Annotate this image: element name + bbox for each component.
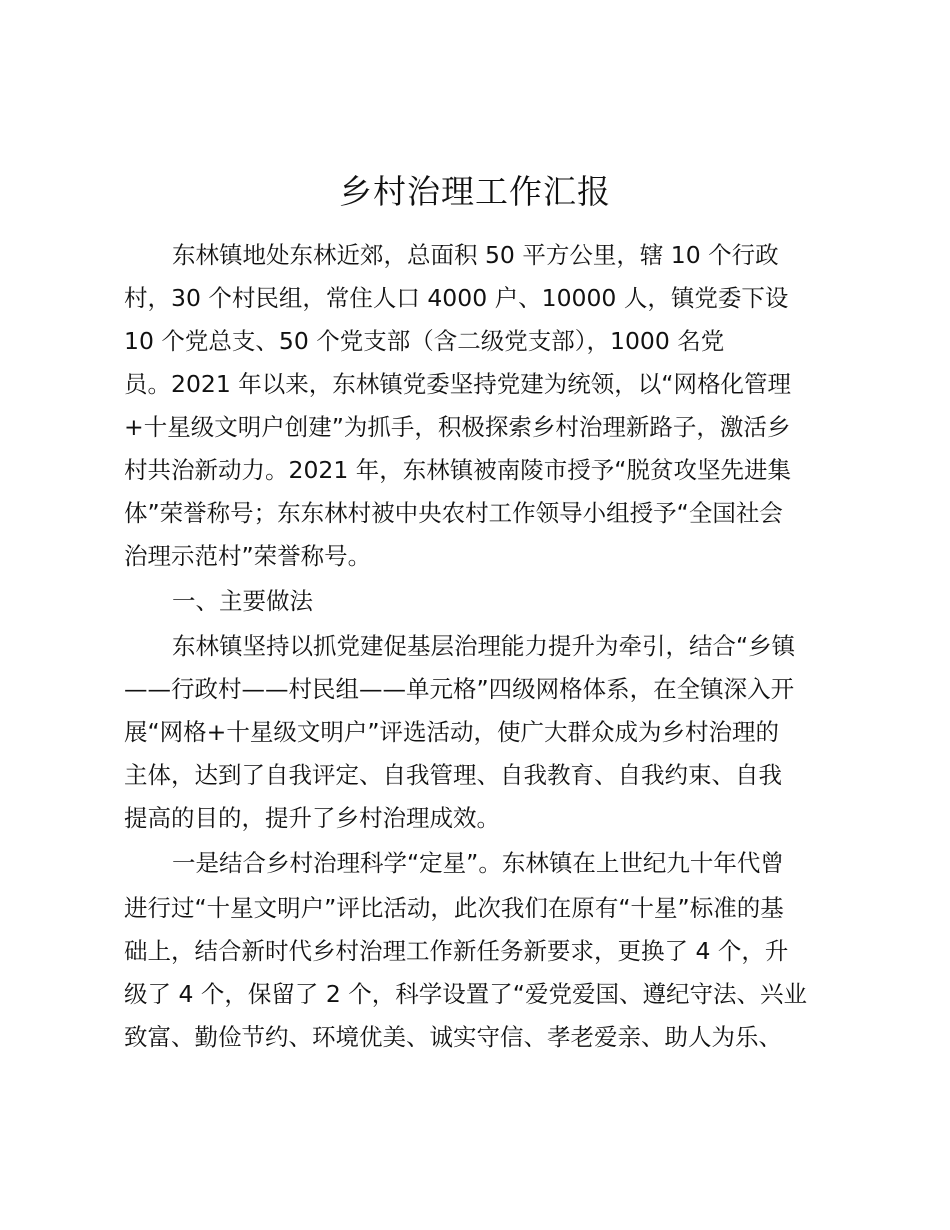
- paragraph-line: 主体，达到了自我评定、自我管理、自我教育、自我约束、自我: [124, 761, 782, 789]
- document-title: 乡村治理工作汇报: [339, 172, 611, 211]
- paragraph-line: ——行政村——村民组——单元格”四级网格体系，在全镇深入开: [124, 675, 795, 703]
- paragraph-line: 东林镇坚持以抓党建促基层治理能力提升为牵引，结合“乡镇: [172, 632, 796, 660]
- paragraph-line: 提高的目的，提升了乡村治理成效。: [124, 804, 500, 832]
- paragraph-line: 10 个党总支、50 个党支部（含二级党支部），1000 名党: [124, 327, 725, 355]
- paragraph-line: 村，30 个村民组，常住人口 4000 户、10000 人，镇党委下设: [124, 284, 789, 312]
- paragraph-line: 进行过“十星文明户”评比活动，此次我们在原有“十星”标准的基: [124, 894, 784, 922]
- paragraph-line: 展“网格+十星级文明户”评选活动，使广大群众成为乡村治理的: [124, 718, 780, 746]
- paragraph-line: 一是结合乡村治理科学“定星”。东林镇在上世纪九十年代曾: [172, 849, 784, 877]
- paragraph-line: 员。2021 年以来，东林镇党委坚持党建为统领，以“网格化管理: [124, 370, 791, 398]
- paragraph-line: 础上，结合新时代乡村治理工作新任务新要求，更换了 4 个，升: [124, 937, 789, 965]
- paragraph-line: 体”荣誉称号；东东林村被中央农村工作领导小组授予“全国社会: [124, 499, 783, 527]
- section-heading: 一、主要做法: [172, 587, 313, 615]
- paragraph-line: 致富、勤俭节约、环境优美、诚实守信、孝老爱亲、助人为乐、: [124, 1023, 782, 1051]
- paragraph-line: 村共治新动力。2021 年，东林镇被南陵市授予“脱贫攻坚先进集: [124, 456, 791, 484]
- paragraph-line: 治理示范村”荣誉称号。: [124, 542, 372, 570]
- paragraph-line: 级了 4 个，保留了 2 个，科学设置了“爱党爱国、遵纪守法、兴业: [124, 980, 807, 1008]
- paragraph-line: 东林镇地处东林近郊，总面积 50 平方公里，辖 10 个行政: [172, 241, 779, 269]
- paragraph-line: +十星级文明户创建”为抓手，积极探索乡村治理新路子，激活乡: [124, 413, 791, 441]
